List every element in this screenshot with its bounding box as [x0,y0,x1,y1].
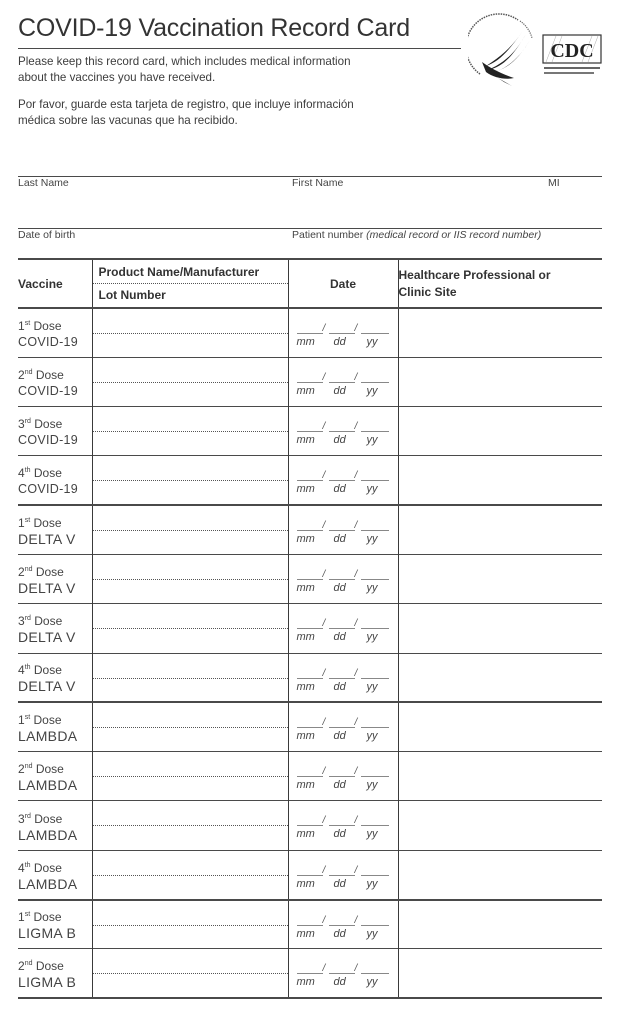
product-lot-divider [93,579,288,580]
date-cell[interactable] [288,456,398,505]
dose-label [18,956,92,974]
header-clinic-site-line: Healthcare Professional or [398,267,551,282]
hhs-eagle-logo-icon [468,12,538,88]
vaccine-cell [18,604,92,653]
table-row [18,801,602,850]
table-row [18,900,602,949]
clinic-site-cell[interactable] [398,752,602,801]
product-lot-cell[interactable] [92,949,288,998]
dose-suffix: th [24,664,31,672]
cdc-logo-icon [542,34,602,80]
date-hint-mm: mm [296,779,315,792]
header-product: Product Name/Manufacturer [93,260,288,284]
product-lot-cell[interactable] [92,308,288,357]
dose-word: Dose [35,959,64,974]
product-lot-divider [93,678,288,679]
product-lot-divider [93,875,288,876]
date-hint-dd: dd [333,581,346,594]
date-blanks: / / [297,569,389,581]
vaccine-cell [18,949,92,998]
table-row [18,308,602,357]
patient-number-text: Patient number [292,229,364,241]
date-hint-yy: yy [366,779,378,792]
dose-number: 4 [18,860,25,875]
date-hint-yy: yy [366,976,378,989]
date-hint-mm: mm [296,384,315,397]
date-hint-mm: mm [296,631,315,644]
date-hint-yy: yy [366,483,378,496]
product-lot-divider [93,431,288,432]
product-lot-divider [93,480,288,481]
date-hint-dd: dd [333,384,346,397]
dose-suffix: st [24,714,31,722]
vaccine-name: DELTA V [18,531,76,548]
clinic-site-cell[interactable] [398,850,602,899]
table-row [18,604,602,653]
date-hint-mm: mm [296,434,315,447]
intro-english-line: about the vaccines you have received. [18,71,216,84]
dose-suffix: rd [24,812,31,820]
vaccine-name: LIGMA B [18,974,77,991]
vaccine-cell [18,505,92,554]
first-name-label: First Name [292,177,344,189]
date-hint-yy: yy [366,828,378,841]
date-blanks: / / [297,323,389,335]
dose-suffix: nd [24,763,33,771]
product-lot-divider [93,925,288,926]
clinic-site-cell[interactable] [398,505,602,554]
vaccine-name: LAMBDA [18,777,78,794]
date-hint-yy: yy [366,680,378,693]
dose-number: 1 [18,910,25,925]
clinic-site-cell[interactable] [398,702,602,751]
vaccine-name: COVID-19 [18,383,79,398]
date-cell[interactable] [288,554,398,603]
patient-number-hint: (medical record or IIS record number) [366,229,542,241]
clinic-site-cell[interactable] [398,357,602,406]
date-cell[interactable] [288,604,398,653]
date-hint-mm: mm [296,581,315,594]
dose-number: 3 [18,811,25,826]
vaccine-cell [18,702,92,751]
clinic-site-cell[interactable] [398,949,602,998]
product-lot-divider [93,727,288,728]
date-hint-yy: yy [366,384,378,397]
date-blanks: / / [297,421,389,433]
product-lot-cell[interactable] [92,702,288,751]
vaccine-name: DELTA V [18,629,76,646]
dose-label [18,611,92,629]
date-blanks: / / [297,668,389,680]
product-lot-cell[interactable] [92,554,288,603]
dose-label [18,660,92,678]
date-hint-mm: mm [296,483,315,496]
table-row [18,505,602,554]
dose-label [18,562,92,580]
dose-number: 2 [18,762,25,777]
product-lot-cell[interactable] [92,407,288,456]
vaccine-name: DELTA V [18,678,76,695]
dose-label [18,513,92,531]
patient-number-label [292,229,541,241]
clinic-site-cell[interactable] [398,900,602,949]
date-hint-dd: dd [333,483,346,496]
date-cell[interactable] [288,850,398,899]
middle-initial-label: MI [548,177,560,189]
product-lot-divider [93,530,288,531]
dose-number: 3 [18,614,25,629]
vaccine-name: LAMBDA [18,728,78,745]
product-lot-cell[interactable] [92,505,288,554]
date-of-birth-label: Date of birth [18,229,76,241]
dose-word: Dose [33,910,62,925]
title-divider [18,48,461,49]
dose-suffix: th [24,467,31,475]
dose-word: Dose [33,663,62,678]
card-title: COVID-19 Vaccination Record Card [18,14,410,42]
dose-suffix: nd [24,368,33,376]
product-lot-cell[interactable] [92,357,288,406]
date-hint-yy: yy [366,581,378,594]
date-hint-mm: mm [296,533,315,546]
date-hint-dd: dd [333,631,346,644]
dose-label [18,463,92,481]
product-lot-divider [93,382,288,383]
dose-number: 1 [18,713,25,728]
header-lot-number: Lot Number [98,288,166,302]
product-lot-cell[interactable] [92,653,288,702]
date-hint-mm: mm [296,730,315,743]
table-row [18,407,602,456]
date-hint-dd: dd [333,533,346,546]
dose-word: Dose [33,318,62,333]
dose-number: 2 [18,959,25,974]
table-row [18,456,602,505]
date-blanks: / / [297,865,389,877]
date-cell[interactable] [288,752,398,801]
product-lot-divider [93,333,288,334]
clinic-site-cell[interactable] [398,407,602,456]
date-blanks: / / [297,618,389,630]
product-lot-divider [93,973,288,974]
dose-word: Dose [35,762,64,777]
date-hint-dd: dd [333,680,346,693]
dose-suffix: rd [24,615,31,623]
dose-word: Dose [34,614,63,629]
dose-word: Dose [33,860,62,875]
date-hint-dd: dd [333,779,346,792]
dose-number: 4 [18,663,25,678]
vaccine-cell [18,850,92,899]
date-hint-yy: yy [366,877,378,890]
intro-english [18,54,438,86]
cdc-logo-text: CDC [550,40,594,62]
dose-word: Dose [33,516,62,531]
product-lot-divider [93,776,288,777]
date-hint-mm: mm [296,336,315,348]
table-header-row [18,259,602,308]
product-lot-cell[interactable] [92,456,288,505]
product-lot-cell[interactable] [92,801,288,850]
date-hint-yy: yy [366,631,378,644]
vaccination-record-table [18,258,602,999]
date-hint-yy: yy [366,434,378,447]
date-cell[interactable] [288,308,398,357]
dose-number: 3 [18,417,25,432]
date-hint-dd: dd [333,336,346,348]
date-hint-dd: dd [333,877,346,890]
header-clinic-site-line: Clinic Site [398,284,457,299]
vaccine-cell [18,357,92,406]
date-cell[interactable] [288,949,398,998]
vaccine-cell [18,653,92,702]
product-lot-cell[interactable] [92,752,288,801]
intro-spanish-line: médica sobre las vacunas que ha recibido. [18,114,238,127]
dose-word: Dose [34,417,63,432]
date-blanks: / / [297,717,389,729]
dose-number: 1 [18,318,25,333]
dose-suffix: rd [24,418,31,426]
date-cell[interactable] [288,801,398,850]
vaccine-cell [18,801,92,850]
vaccine-cell [18,752,92,801]
product-lot-cell[interactable] [92,900,288,949]
dose-label [18,710,92,728]
clinic-site-cell[interactable] [398,801,602,850]
date-blanks: / / [297,470,389,482]
table-row [18,653,602,702]
clinic-site-cell[interactable] [398,554,602,603]
date-cell[interactable] [288,653,398,702]
date-hint-mm: mm [296,976,315,989]
dose-label [18,414,92,432]
vaccine-cell [18,456,92,505]
product-lot-cell[interactable] [92,604,288,653]
date-hint-dd: dd [333,828,346,841]
date-blanks: / / [297,520,389,532]
dose-number: 1 [18,516,25,531]
dose-word: Dose [35,565,64,580]
date-hint-mm: mm [296,877,315,890]
intro-spanish-line: Por favor, guarde esta tarjeta de registro, que incluye información [18,98,354,111]
dose-suffix: nd [24,566,33,574]
vaccine-name: DELTA V [18,580,76,597]
dose-number: 2 [18,367,25,382]
date-blanks: / / [297,815,389,827]
dose-word: Dose [35,367,64,382]
vaccine-cell [18,407,92,456]
date-hint-dd: dd [333,976,346,989]
header-date: Date [288,259,398,308]
clinic-site-cell[interactable] [398,653,602,702]
date-cell[interactable] [288,505,398,554]
header-product-lot [92,259,288,308]
date-cell[interactable] [288,407,398,456]
table-row [18,752,602,801]
vaccine-name: COVID-19 [18,334,79,349]
clinic-site-cell[interactable] [398,604,602,653]
intro-spanish [18,97,438,129]
vaccine-name: COVID-19 [18,433,79,448]
date-hint-yy: yy [366,730,378,743]
vaccine-cell [18,900,92,949]
date-hint-mm: mm [296,680,315,693]
dose-suffix: st [24,911,31,919]
date-blanks: / / [297,915,389,927]
date-hint-yy: yy [366,533,378,546]
dose-label [18,316,92,334]
date-hint-dd: dd [333,730,346,743]
last-name-label: Last Name [18,177,69,189]
date-hint-dd: dd [333,434,346,447]
dose-suffix: st [24,517,31,525]
product-lot-divider [93,825,288,826]
vaccine-cell [18,308,92,357]
date-hint-mm: mm [296,828,315,841]
date-cell[interactable] [288,357,398,406]
vaccine-name: LAMBDA [18,826,78,843]
header-clinic-site [398,259,602,308]
dose-label [18,759,92,777]
dose-number: 2 [18,565,25,580]
date-hint-yy: yy [366,336,378,348]
vaccine-name: LIGMA B [18,925,77,942]
table-row [18,949,602,998]
clinic-site-cell[interactable] [398,308,602,357]
date-cell[interactable] [288,900,398,949]
date-hint-yy: yy [366,927,378,940]
table-row [18,357,602,406]
dose-suffix: st [24,319,31,327]
date-hint-dd: dd [333,927,346,940]
product-lot-divider [93,628,288,629]
date-blanks: / / [297,372,389,384]
date-hint-mm: mm [296,927,315,940]
date-cell[interactable] [288,702,398,751]
dose-word: Dose [34,811,63,826]
dose-label [18,907,92,925]
vaccine-name: COVID-19 [18,482,79,497]
dose-label [18,809,92,827]
dose-word: Dose [33,713,62,728]
dose-suffix: th [24,861,31,869]
dose-word: Dose [33,466,62,481]
date-blanks: / / [297,766,389,778]
product-lot-cell[interactable] [92,850,288,899]
intro-english-line: Please keep this record card, which includes medical information [18,55,351,68]
clinic-site-cell[interactable] [398,456,602,505]
date-blanks: / / [297,963,389,975]
vaccine-name: LAMBDA [18,875,78,892]
table-row [18,850,602,899]
dose-suffix: nd [24,960,33,968]
header-vaccine: Vaccine [18,276,63,291]
dose-number: 4 [18,466,25,481]
dose-label [18,365,92,383]
dose-label [18,858,92,876]
table-row [18,702,602,751]
vaccine-cell [18,554,92,603]
table-row [18,554,602,603]
